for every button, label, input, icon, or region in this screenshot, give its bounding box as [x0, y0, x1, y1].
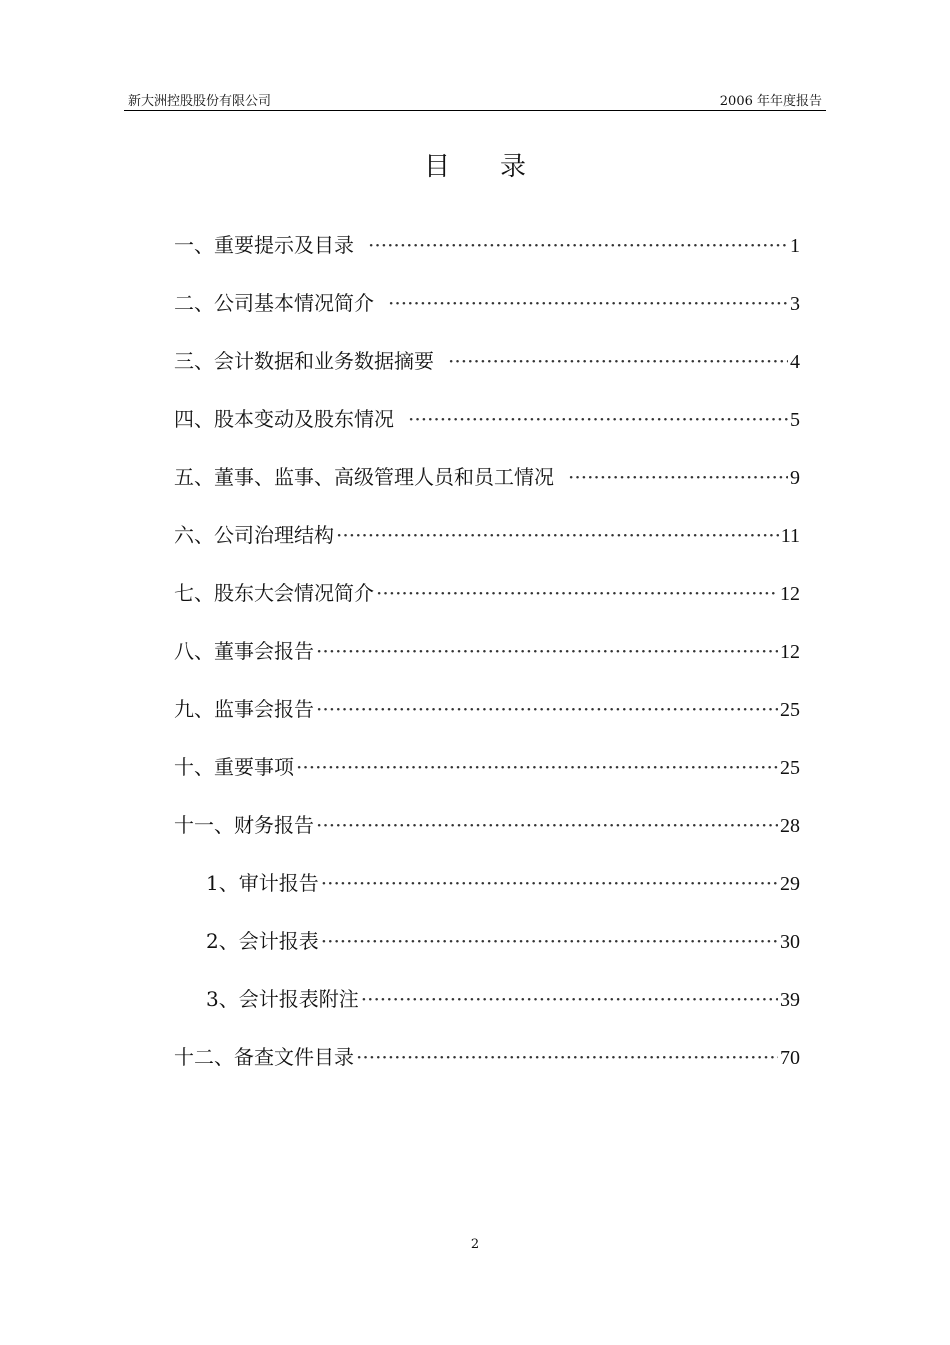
- toc-leader-dots: [321, 866, 778, 900]
- toc-entry[interactable]: [174, 692, 800, 750]
- toc-subentry[interactable]: [174, 866, 800, 924]
- toc-entry[interactable]: [174, 286, 800, 344]
- company-name: 新大洲控股股份有限公司: [128, 94, 272, 109]
- toc-leader-dots: [388, 286, 788, 320]
- toc-entry[interactable]: [174, 344, 800, 402]
- toc-entry-page: 1: [790, 235, 800, 257]
- toc-entry[interactable]: [174, 460, 800, 518]
- toc-entry-page: 25: [780, 757, 800, 779]
- page-header: [124, 86, 826, 111]
- report-name: 2006 年年度报告: [719, 94, 822, 109]
- toc-entry-label: 九、监事会报告: [174, 697, 314, 721]
- toc-entry-label: 四、股本变动及股东情况: [174, 407, 394, 431]
- toc-entry-page: 12: [780, 641, 800, 663]
- toc-leader-dots: [368, 228, 788, 262]
- toc-entry-label: 十一、财务报告: [174, 813, 314, 837]
- toc-entry-page: 29: [780, 873, 800, 895]
- toc-entry[interactable]: [174, 634, 800, 692]
- toc-entry[interactable]: [174, 518, 800, 576]
- toc-entry-label: 3、会计报表附注: [206, 987, 359, 1011]
- toc-entry-page: 12: [780, 583, 800, 605]
- page-title: 目录: [423, 152, 576, 182]
- toc-entry-label: 十二、备查文件目录: [174, 1045, 354, 1069]
- page-number: 2: [470, 1237, 480, 1252]
- toc-leader-dots: [316, 808, 778, 842]
- toc-entry-page: 4: [790, 351, 800, 373]
- toc-leader-dots: [356, 1040, 778, 1074]
- toc-leader-dots: [448, 344, 788, 378]
- toc-leader-dots: [336, 518, 779, 552]
- toc-entry-page: 5: [790, 409, 800, 431]
- toc-entry-page: 3: [790, 293, 800, 315]
- toc-entry-label: 七、股东大会情况简介: [174, 581, 374, 605]
- toc-entry[interactable]: [174, 402, 800, 460]
- toc-entry-page: 70: [780, 1047, 800, 1069]
- toc-entry[interactable]: [174, 750, 800, 808]
- toc-entry-page: 11: [780, 525, 800, 547]
- toc-entry-label: 八、董事会报告: [174, 639, 314, 663]
- toc-leader-dots: [408, 402, 788, 436]
- toc-entry-page: 28: [780, 815, 800, 837]
- toc-leader-dots: [316, 634, 778, 668]
- toc-entry-label: 二、公司基本情况简介: [174, 291, 374, 315]
- toc-entry-label: 三、会计数据和业务数据摘要: [174, 349, 434, 373]
- toc-entry-label: 2、会计报表: [206, 929, 319, 953]
- toc-entry-page: 30: [780, 931, 800, 953]
- toc-leader-dots: [321, 924, 778, 958]
- toc-leader-dots: [316, 692, 778, 726]
- toc-leader-dots: [568, 460, 788, 494]
- toc-entry[interactable]: [174, 228, 800, 286]
- toc-entry-label: 五、董事、监事、高级管理人员和员工情况: [174, 465, 554, 489]
- toc-leader-dots: [376, 576, 778, 610]
- toc-subentry[interactable]: [174, 982, 800, 1040]
- toc-entry[interactable]: [174, 808, 800, 866]
- toc-entry-label: 1、审计报告: [206, 871, 319, 895]
- toc-leader-dots: [296, 750, 778, 784]
- toc-entry-label: 十、重要事项: [174, 755, 294, 779]
- toc-entry-page: 25: [780, 699, 800, 721]
- toc-subentry[interactable]: [174, 924, 800, 982]
- toc-entry[interactable]: [174, 576, 800, 634]
- toc-entry-page: 9: [790, 467, 800, 489]
- toc-entry-label: 六、公司治理结构: [174, 523, 334, 547]
- table-of-contents: [174, 228, 800, 1098]
- toc-entry[interactable]: [174, 1040, 800, 1098]
- toc-entry-page: 39: [780, 989, 800, 1011]
- toc-leader-dots: [361, 982, 778, 1016]
- toc-entry-label: 一、重要提示及目录: [174, 233, 354, 257]
